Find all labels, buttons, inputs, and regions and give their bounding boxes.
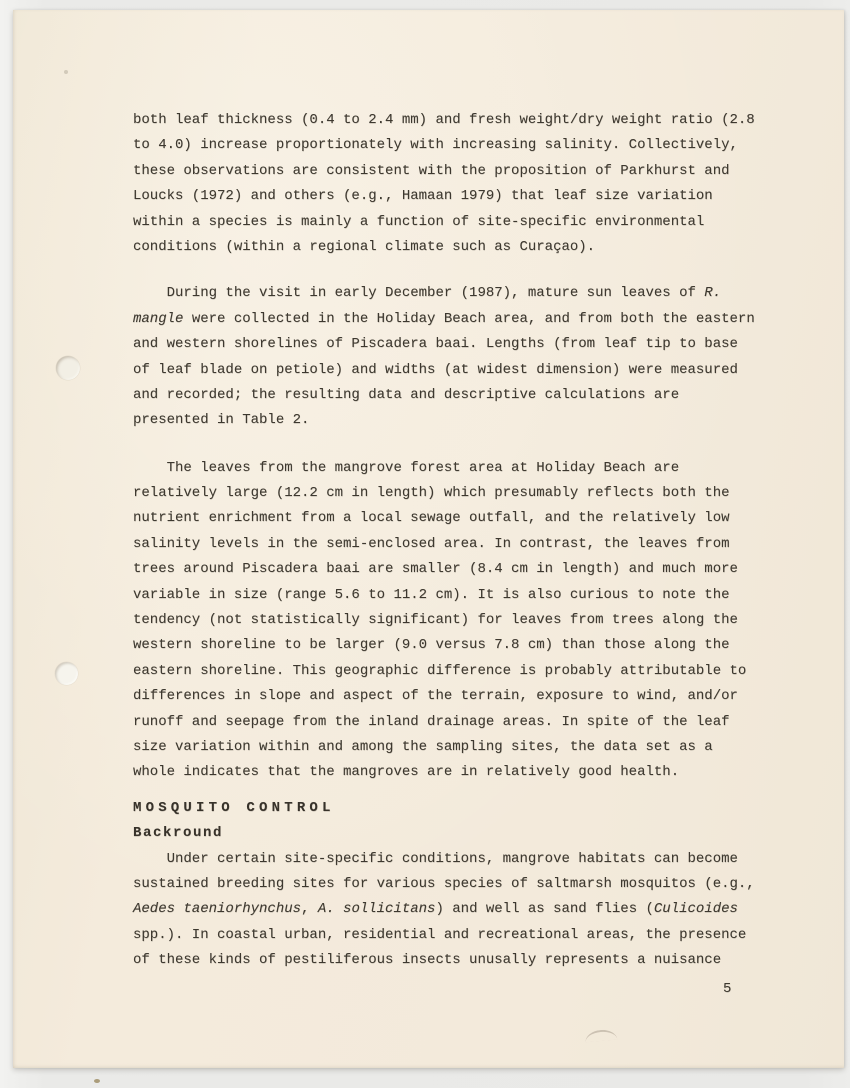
text-line: MOSQUITO CONTROL <box>133 799 335 816</box>
text-line: of these kinds of pestiliferous insects unusally represents a nuisance <box>133 952 722 969</box>
dust-speck <box>94 1079 100 1083</box>
paragraph-1 <box>133 108 793 260</box>
section-heading <box>133 796 793 821</box>
text-line: western shoreline to be larger (9.0 versus 7.8 cm) than those along the <box>133 637 730 654</box>
text-line: these observations are consistent with the proposition of Parkhurst and <box>133 162 730 179</box>
page-number: 5 <box>723 981 732 997</box>
text-line: salinity levels in the semi-enclosed area. In contrast, the leaves from <box>133 535 730 552</box>
text-line: relatively large (12.2 cm in length) which presumably reflects both the <box>133 485 730 502</box>
text-line: size variation within and among the sampling sites, the data set as a <box>133 738 713 755</box>
text-line: The leaves from the mangrove forest area at Holiday Beach are <box>133 459 680 476</box>
text-line: sustained breeding sites for various species of saltmarsh mosquitos (e.g., <box>133 875 755 892</box>
text-line: both leaf thickness (0.4 to 2.4 mm) and fresh weight/dry weight ratio (2.8 <box>133 112 755 128</box>
text-line: trees around Piscadera baai are smaller (8.4 cm in length) and much more <box>133 561 738 578</box>
text-line: and western shorelines of Piscadera baai. Lengths (from leaf tip to base <box>133 336 738 353</box>
text-line: presented in Table 2. <box>133 412 310 429</box>
dust-speck <box>64 70 68 74</box>
text-line: runoff and seepage from the inland drainage areas. In spite of the leaf <box>133 713 730 730</box>
paragraph-4 <box>133 847 793 974</box>
paragraph-3 <box>133 456 793 786</box>
sub-heading <box>133 821 793 846</box>
text-line: spp.). In coastal urban, residential and recreational areas, the presence <box>133 926 747 943</box>
text-line: whole indicates that the mangroves are in relatively good health. <box>133 764 680 781</box>
text-line: mangle were collected in the Holiday Beach area, and from both the eastern <box>133 310 755 327</box>
text-line: Under certain site-specific conditions, mangrove habitats can become <box>133 850 738 867</box>
hole-punch-top <box>56 356 80 380</box>
text-line: Aedes taeniorhynchus, A. sollicitans) and well as sand flies (Culicoides <box>133 901 738 918</box>
text-line: of leaf blade on petiole) and widths (at widest dimension) were measured <box>133 361 738 378</box>
text-line: Backround <box>133 825 224 842</box>
text-line: tendency (not statistically significant) for leaves from trees along the <box>133 612 738 629</box>
text-line: within a species is mainly a function of site-specific environmental <box>133 213 705 230</box>
hole-punch-bottom <box>55 662 78 685</box>
text-line: variable in size (range 5.6 to 11.2 cm). It is also curious to note the <box>133 586 730 603</box>
text-line: nutrient enrichment from a local sewage outfall, and the relatively low <box>133 510 730 527</box>
text-line: Loucks (1972) and others (e.g., Hamaan 1979) that leaf size variation <box>133 188 713 205</box>
text-line: During the visit in early December (1987), mature sun leaves of R. <box>133 285 722 302</box>
text-line: eastern shoreline. This geographic difference is probably attributable to <box>133 662 747 679</box>
text-line: and recorded; the resulting data and descriptive calculations are <box>133 386 680 403</box>
text-line: conditions (within a regional climate such as Curaçao). <box>133 238 596 255</box>
document-page <box>13 10 844 1068</box>
paragraph-2 <box>133 281 793 433</box>
text-line: differences in slope and aspect of the terrain, exposure to wind, and/or <box>133 688 738 705</box>
pencil-smudge-mark <box>585 1029 618 1043</box>
text-line: to 4.0) increase proportionately with increasing salinity. Collectively, <box>133 137 738 154</box>
document-text <box>133 108 793 974</box>
